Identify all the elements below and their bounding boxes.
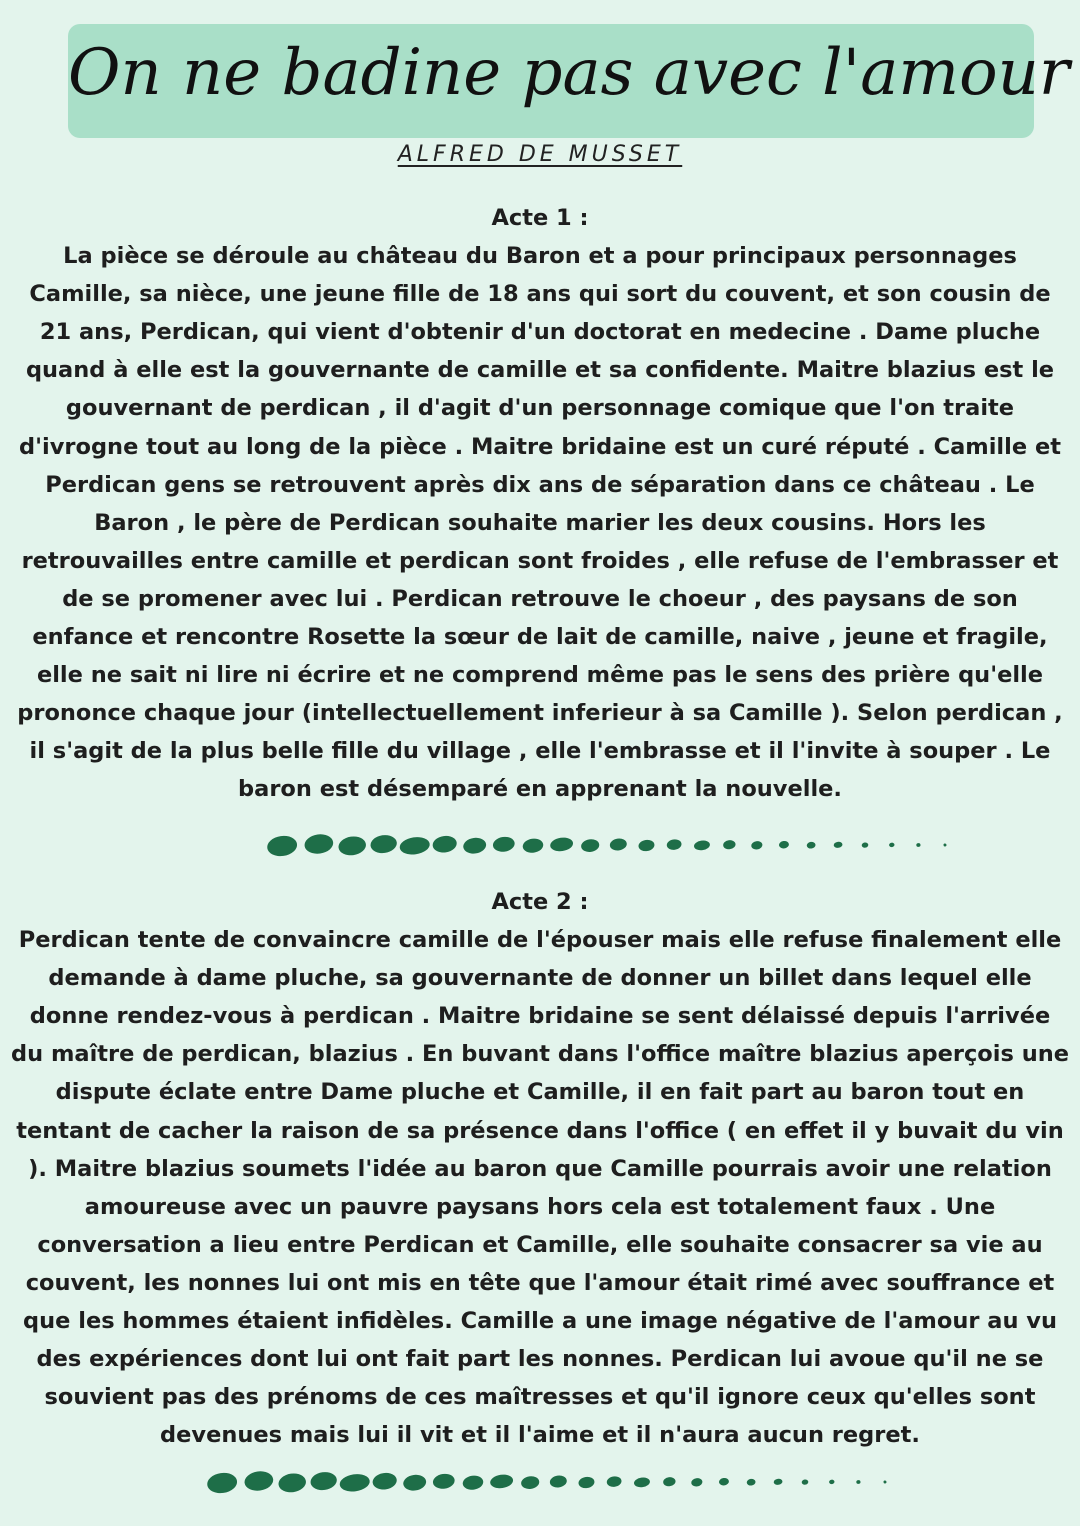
divider-dot	[206, 1471, 238, 1495]
divider-dot	[462, 1474, 484, 1491]
divider-dot	[889, 842, 895, 847]
act-1-section	[10, 199, 1070, 809]
divider-dot	[337, 835, 367, 857]
divider-dot	[580, 838, 600, 853]
divider-dot	[778, 840, 789, 849]
author-line	[0, 142, 1080, 167]
divider-dot	[746, 1478, 756, 1486]
divider-dot	[663, 1476, 677, 1487]
divider-dot	[549, 1474, 567, 1488]
divider-dot	[916, 843, 921, 847]
divider-dot	[633, 1477, 650, 1489]
divider-dot	[303, 832, 334, 855]
act-2-heading: Acte 2 :	[491, 889, 589, 915]
divider-dot	[693, 840, 710, 852]
divider-dot	[666, 838, 682, 850]
divider-dot	[806, 841, 816, 849]
divider-dot	[402, 1473, 427, 1492]
divider-dot	[883, 1480, 886, 1483]
divider-dot	[691, 1477, 703, 1487]
divider-dot	[309, 1470, 338, 1491]
act-2-body: Perdican tente de convaincre camille de l'épouser mais elle refuse finalement elle demande à dame pluche, sa gouvernante de donner un billet dans lequel elle donne rendez-vous à perdican . Maitre bridaine se sent délaissé depuis l'arrivée du maître de perdican, blazius . En buvant dans l'office maître blazius aperçois une dispute éclate entre Dame pluche et Camille, il en fait part au baron tout en tentant de cacher la raison de sa présence dans l'office ( en effet il y buvait du vin ). Maitre blazius soumets l'idée au baron que Camille pourrais avoir une relation amoureuse avec un pauvre paysans hors cela est totalement faux . Une conversation a lieu entre Perdican et Camille, elle souhaite consacrer sa vie au couvent, les nonnes lui ont mis en tête que l'amour était rimé avec souffrance et que les hommes étaient infidèles. Camille a une image négative de l'amour au vu des expériences dont lui ont fait part les nonnes. Perdican lui avoue qu'il ne se souvient pas des prénoms de ces maîtresses et qu'il ignore ceux qu'elles sont devenues mais lui il vit et il l'aime et il n'aura aucun regret.	[10, 927, 1069, 1449]
divider-dot	[606, 1475, 622, 1487]
divider-dot	[861, 842, 868, 848]
author-name: ALFRED DE MUSSET	[397, 142, 683, 167]
divider-dot	[751, 840, 763, 850]
divider-dot	[578, 1476, 595, 1489]
divider-dot	[723, 839, 737, 850]
divider-dot	[432, 1472, 456, 1490]
divider-dot	[718, 1477, 729, 1486]
act-1-body: La pièce se déroule au château du Baron et a pour principaux personnages Camille, sa nièce, une jeune fille de 18 ans qui sort du couvent, et son cousin de 21 ans, Perdican, qui vient d'obtenir d'un doctorat en medecine . Dame pluche quand à elle est la gouvernante de camille et sa confidente. Maitre blazius est le gouvernant de perdican , il d'agit d'un personnage comique que l'on traite d'ivrogne tout au long de la pièce . Maitre bridaine est un curé réputé . Camille et Perdican gens se retrouvent après dix ans de séparation dans ce château . Le Baron , le père de Perdican souhaite marier les deux cousins. Hors les retrouvailles entre camille et perdican sont froides , elle refuse de l'embrasser et de se promener avec lui . Perdican retrouve le choeur , des paysans de son enfance et rencontre Rosette la sœur de lait de camille, naive , jeune et fragile, elle ne sait ni lire ni écrire et ne comprend même pas le sens des prière qu'elle prononce chaque jour (intellectuellement inferieur à sa Camille ). Selon perdican , il s'agit de la plus belle fille du village , elle l'embrasse et il l'invite à souper . Le baron est désemparé en apprenant la nouvelle.	[17, 243, 1063, 803]
divider-dot	[609, 837, 627, 851]
divider-dot	[833, 841, 843, 848]
divider-dot	[829, 1479, 835, 1484]
divider-dot	[492, 835, 516, 853]
divider-dot	[638, 839, 655, 852]
divider-dot	[432, 834, 458, 854]
divider-dot	[801, 1479, 808, 1485]
page-title: On ne badine pas avec l'amour	[68, 36, 1070, 110]
dot-divider-1	[0, 825, 1080, 865]
divider-dot	[773, 1478, 783, 1485]
divider-dot	[856, 1480, 861, 1484]
divider-dot	[399, 835, 431, 856]
divider-dot	[522, 837, 544, 854]
act-2-section	[10, 883, 1070, 1454]
divider-dot	[369, 833, 398, 854]
divider-dot	[372, 1471, 398, 1491]
divider-dot	[243, 1469, 274, 1492]
divider-dot	[943, 843, 946, 846]
act-1-heading: Acte 1 :	[491, 205, 589, 231]
divider-dot	[549, 836, 574, 852]
divider-dot	[520, 1475, 540, 1490]
divider-dot	[489, 1473, 514, 1489]
divider-dot	[277, 1472, 307, 1494]
divider-dot	[266, 834, 298, 858]
divider-dot	[462, 836, 487, 855]
dot-divider-2	[0, 1462, 1080, 1502]
divider-dot	[339, 1472, 371, 1493]
